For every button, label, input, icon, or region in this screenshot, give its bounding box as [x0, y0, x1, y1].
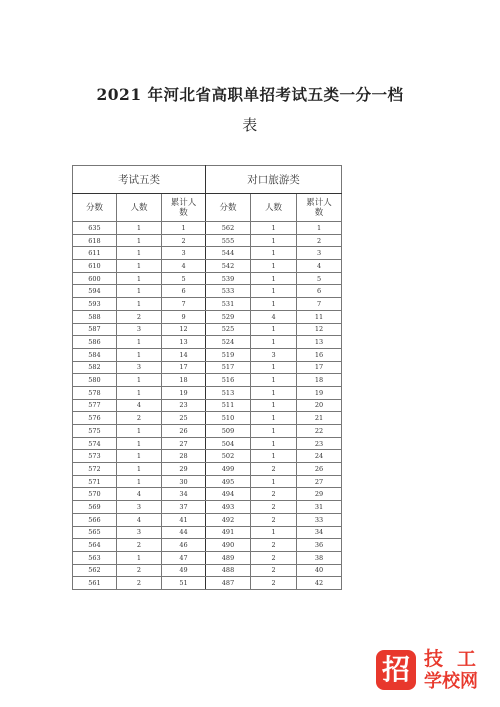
table-cell: 13: [297, 336, 342, 349]
column-header-cumulative: 累计人数: [297, 194, 342, 222]
group-header-tourism: 对口旅游类: [206, 166, 342, 194]
column-header-count: 人数: [251, 194, 297, 222]
table-row: [73, 425, 342, 438]
table-cell: 12: [297, 323, 342, 336]
table-cell: 2: [117, 310, 162, 323]
table-cell: 4: [297, 260, 342, 273]
table-cell: 1: [251, 386, 297, 399]
table-cell: 19: [162, 386, 206, 399]
table-cell: 22: [297, 425, 342, 438]
table-cell: 574: [73, 437, 117, 450]
table-cell: 44: [162, 526, 206, 539]
table-cell: 1: [251, 425, 297, 438]
table-cell: 489: [206, 551, 251, 564]
table-cell: 499: [206, 463, 251, 476]
table-cell: 2: [251, 501, 297, 514]
table-cell: 2: [251, 488, 297, 501]
table-cell: 2: [251, 564, 297, 577]
column-header-count: 人数: [117, 194, 162, 222]
table-cell: 17: [297, 361, 342, 374]
table-cell: 492: [206, 513, 251, 526]
table-cell: 1: [117, 475, 162, 488]
table-cell: 40: [297, 564, 342, 577]
table-row: [73, 272, 342, 285]
table-cell: 2: [117, 564, 162, 577]
table-row: [73, 234, 342, 247]
table-cell: 4: [117, 513, 162, 526]
table-cell: 2: [251, 577, 297, 590]
table-cell: 578: [73, 386, 117, 399]
table-cell: 1: [251, 526, 297, 539]
table-cell: 635: [73, 222, 117, 235]
table-row: [73, 463, 342, 476]
table-cell: 18: [297, 374, 342, 387]
table-cell: 555: [206, 234, 251, 247]
table-cell: 524: [206, 336, 251, 349]
table-cell: 594: [73, 285, 117, 298]
table-cell: 487: [206, 577, 251, 590]
table-cell: 29: [297, 488, 342, 501]
table-cell: 509: [206, 425, 251, 438]
table-cell: 1: [117, 336, 162, 349]
table-cell: 49: [162, 564, 206, 577]
table-cell: 525: [206, 323, 251, 336]
table-cell: 1: [117, 298, 162, 311]
table-row: [73, 564, 342, 577]
table-cell: 1: [117, 348, 162, 361]
table-body: [73, 222, 342, 590]
table-cell: 1: [117, 247, 162, 260]
table-cell: 580: [73, 374, 117, 387]
table-row: [73, 450, 342, 463]
logo-text-line-1: 技工: [424, 648, 491, 670]
table-cell: 3: [117, 501, 162, 514]
table-cell: 3: [117, 361, 162, 374]
table-cell: 587: [73, 323, 117, 336]
column-header-score: 分数: [206, 194, 251, 222]
table-cell: 504: [206, 437, 251, 450]
table-cell: 11: [297, 310, 342, 323]
table-cell: 502: [206, 450, 251, 463]
table-cell: 593: [73, 298, 117, 311]
table-cell: 3: [297, 247, 342, 260]
table-cell: 562: [206, 222, 251, 235]
table-cell: 610: [73, 260, 117, 273]
table-cell: 510: [206, 412, 251, 425]
table-cell: 1: [117, 272, 162, 285]
table-row: [73, 501, 342, 514]
table-row: [73, 374, 342, 387]
table-cell: 4: [162, 260, 206, 273]
table-cell: 517: [206, 361, 251, 374]
table-row: [73, 323, 342, 336]
table-cell: 529: [206, 310, 251, 323]
table-cell: 1: [251, 399, 297, 412]
table-cell: 618: [73, 234, 117, 247]
table-cell: 1: [117, 222, 162, 235]
table-cell: 511: [206, 399, 251, 412]
table-cell: 1: [297, 222, 342, 235]
table-cell: 47: [162, 551, 206, 564]
table-cell: 23: [162, 399, 206, 412]
table-cell: 3: [251, 348, 297, 361]
table-cell: 495: [206, 475, 251, 488]
table-row: [73, 348, 342, 361]
table-cell: 1: [117, 260, 162, 273]
table-cell: 516: [206, 374, 251, 387]
title-line-1: 2021 年河北省高职单招考试五类一分一档: [96, 85, 404, 104]
table-cell: 519: [206, 348, 251, 361]
table-cell: 1: [117, 450, 162, 463]
table-cell: 566: [73, 513, 117, 526]
score-distribution-table: [72, 165, 342, 590]
table-cell: 9: [162, 310, 206, 323]
table-cell: 572: [73, 463, 117, 476]
table-cell: 586: [73, 336, 117, 349]
table-cell: 36: [297, 539, 342, 552]
table-cell: 7: [162, 298, 206, 311]
table-row: [73, 513, 342, 526]
table-cell: 2: [162, 234, 206, 247]
table-cell: 2: [117, 577, 162, 590]
table-cell: 1: [117, 437, 162, 450]
table-cell: 565: [73, 526, 117, 539]
table-row: [73, 488, 342, 501]
table-cell: 1: [251, 234, 297, 247]
table-cell: 19: [297, 386, 342, 399]
table-cell: 1: [251, 374, 297, 387]
table-cell: 29: [162, 463, 206, 476]
table-cell: 2: [251, 551, 297, 564]
table-cell: 582: [73, 361, 117, 374]
table-row: [73, 336, 342, 349]
table-cell: 1: [251, 323, 297, 336]
table-cell: 16: [297, 348, 342, 361]
table-cell: 570: [73, 488, 117, 501]
table-row: [73, 386, 342, 399]
table-cell: 30: [162, 475, 206, 488]
table-cell: 1: [117, 285, 162, 298]
table-cell: 46: [162, 539, 206, 552]
table-cell: 573: [73, 450, 117, 463]
table-cell: 6: [297, 285, 342, 298]
table-cell: 576: [73, 412, 117, 425]
table-cell: 1: [251, 412, 297, 425]
logo-mark-icon: 招: [376, 650, 416, 690]
table-cell: 544: [206, 247, 251, 260]
table-cell: 542: [206, 260, 251, 273]
table-cell: 561: [73, 577, 117, 590]
table-cell: 494: [206, 488, 251, 501]
table-cell: 3: [117, 323, 162, 336]
table-row: [73, 361, 342, 374]
table-cell: 531: [206, 298, 251, 311]
table-cell: 491: [206, 526, 251, 539]
table-row: [73, 222, 342, 235]
table-cell: 493: [206, 501, 251, 514]
table-cell: 1: [117, 234, 162, 247]
table-cell: 31: [297, 501, 342, 514]
table-cell: 488: [206, 564, 251, 577]
table-cell: 2: [251, 513, 297, 526]
table-cell: 1: [251, 247, 297, 260]
table-row: [73, 526, 342, 539]
table-row: [73, 298, 342, 311]
table-row: [73, 437, 342, 450]
watermark-logo: [376, 650, 494, 696]
table-cell: 33: [297, 513, 342, 526]
table-cell: 38: [297, 551, 342, 564]
table-cell: 37: [162, 501, 206, 514]
table-cell: 42: [297, 577, 342, 590]
table-cell: 1: [117, 386, 162, 399]
table-cell: 21: [297, 412, 342, 425]
table-cell: 5: [162, 272, 206, 285]
document-title: [0, 80, 500, 140]
table-cell: 1: [251, 260, 297, 273]
table-cell: 1: [251, 437, 297, 450]
table-cell: 20: [297, 399, 342, 412]
table-cell: 490: [206, 539, 251, 552]
table-cell: 27: [297, 475, 342, 488]
table-cell: 571: [73, 475, 117, 488]
table-cell: 34: [162, 488, 206, 501]
table-cell: 26: [162, 425, 206, 438]
table-cell: 2: [117, 412, 162, 425]
table-cell: 12: [162, 323, 206, 336]
table-cell: 4: [251, 310, 297, 323]
table-cell: 5: [297, 272, 342, 285]
column-header-score: 分数: [73, 194, 117, 222]
table-cell: 513: [206, 386, 251, 399]
table-cell: 1: [162, 222, 206, 235]
table-cell: 14: [162, 348, 206, 361]
table-cell: 28: [162, 450, 206, 463]
table-cell: 26: [297, 463, 342, 476]
table-cell: 563: [73, 551, 117, 564]
table-cell: 7: [297, 298, 342, 311]
table-row: [73, 539, 342, 552]
table-cell: 1: [251, 285, 297, 298]
table-cell: 2: [297, 234, 342, 247]
table-cell: 1: [251, 361, 297, 374]
table-cell: 4: [117, 488, 162, 501]
table-row: [73, 577, 342, 590]
table-cell: 6: [162, 285, 206, 298]
table-cell: 1: [251, 475, 297, 488]
table-row: [73, 260, 342, 273]
table-cell: 600: [73, 272, 117, 285]
table-cell: 24: [297, 450, 342, 463]
table-cell: 23: [297, 437, 342, 450]
table-row: [73, 247, 342, 260]
table-cell: 13: [162, 336, 206, 349]
table-cell: 25: [162, 412, 206, 425]
title-line-2: 表: [242, 116, 258, 134]
table-cell: 3: [162, 247, 206, 260]
table-cell: 569: [73, 501, 117, 514]
table-row: [73, 399, 342, 412]
table-cell: 584: [73, 348, 117, 361]
table-cell: 1: [117, 374, 162, 387]
table-row: [73, 412, 342, 425]
table-cell: 1: [117, 551, 162, 564]
column-header-cumulative: 累计人数: [162, 194, 206, 222]
table-cell: 18: [162, 374, 206, 387]
group-header-exam-five: 考试五类: [73, 166, 206, 194]
table-cell: 41: [162, 513, 206, 526]
table-cell: 575: [73, 425, 117, 438]
table-cell: 539: [206, 272, 251, 285]
table-cell: 564: [73, 539, 117, 552]
table-cell: 1: [251, 336, 297, 349]
table-cell: 533: [206, 285, 251, 298]
table-row: [73, 285, 342, 298]
table-row: [73, 310, 342, 323]
table-cell: 611: [73, 247, 117, 260]
table-cell: 577: [73, 399, 117, 412]
table-cell: 562: [73, 564, 117, 577]
table-cell: 4: [117, 399, 162, 412]
table-cell: 3: [117, 526, 162, 539]
table-cell: 17: [162, 361, 206, 374]
table-cell: 1: [251, 298, 297, 311]
table-row: [73, 551, 342, 564]
logo-text-line-2: 学校网: [424, 671, 478, 692]
table-cell: 2: [117, 539, 162, 552]
table-cell: 2: [251, 463, 297, 476]
table-cell: 1: [117, 463, 162, 476]
table-cell: 1: [251, 222, 297, 235]
table-cell: 1: [251, 272, 297, 285]
table-cell: 1: [251, 450, 297, 463]
table-row: [73, 475, 342, 488]
table-cell: 1: [117, 425, 162, 438]
table-cell: 34: [297, 526, 342, 539]
table-cell: 27: [162, 437, 206, 450]
table-cell: 2: [251, 539, 297, 552]
table-cell: 51: [162, 577, 206, 590]
table-cell: 588: [73, 310, 117, 323]
